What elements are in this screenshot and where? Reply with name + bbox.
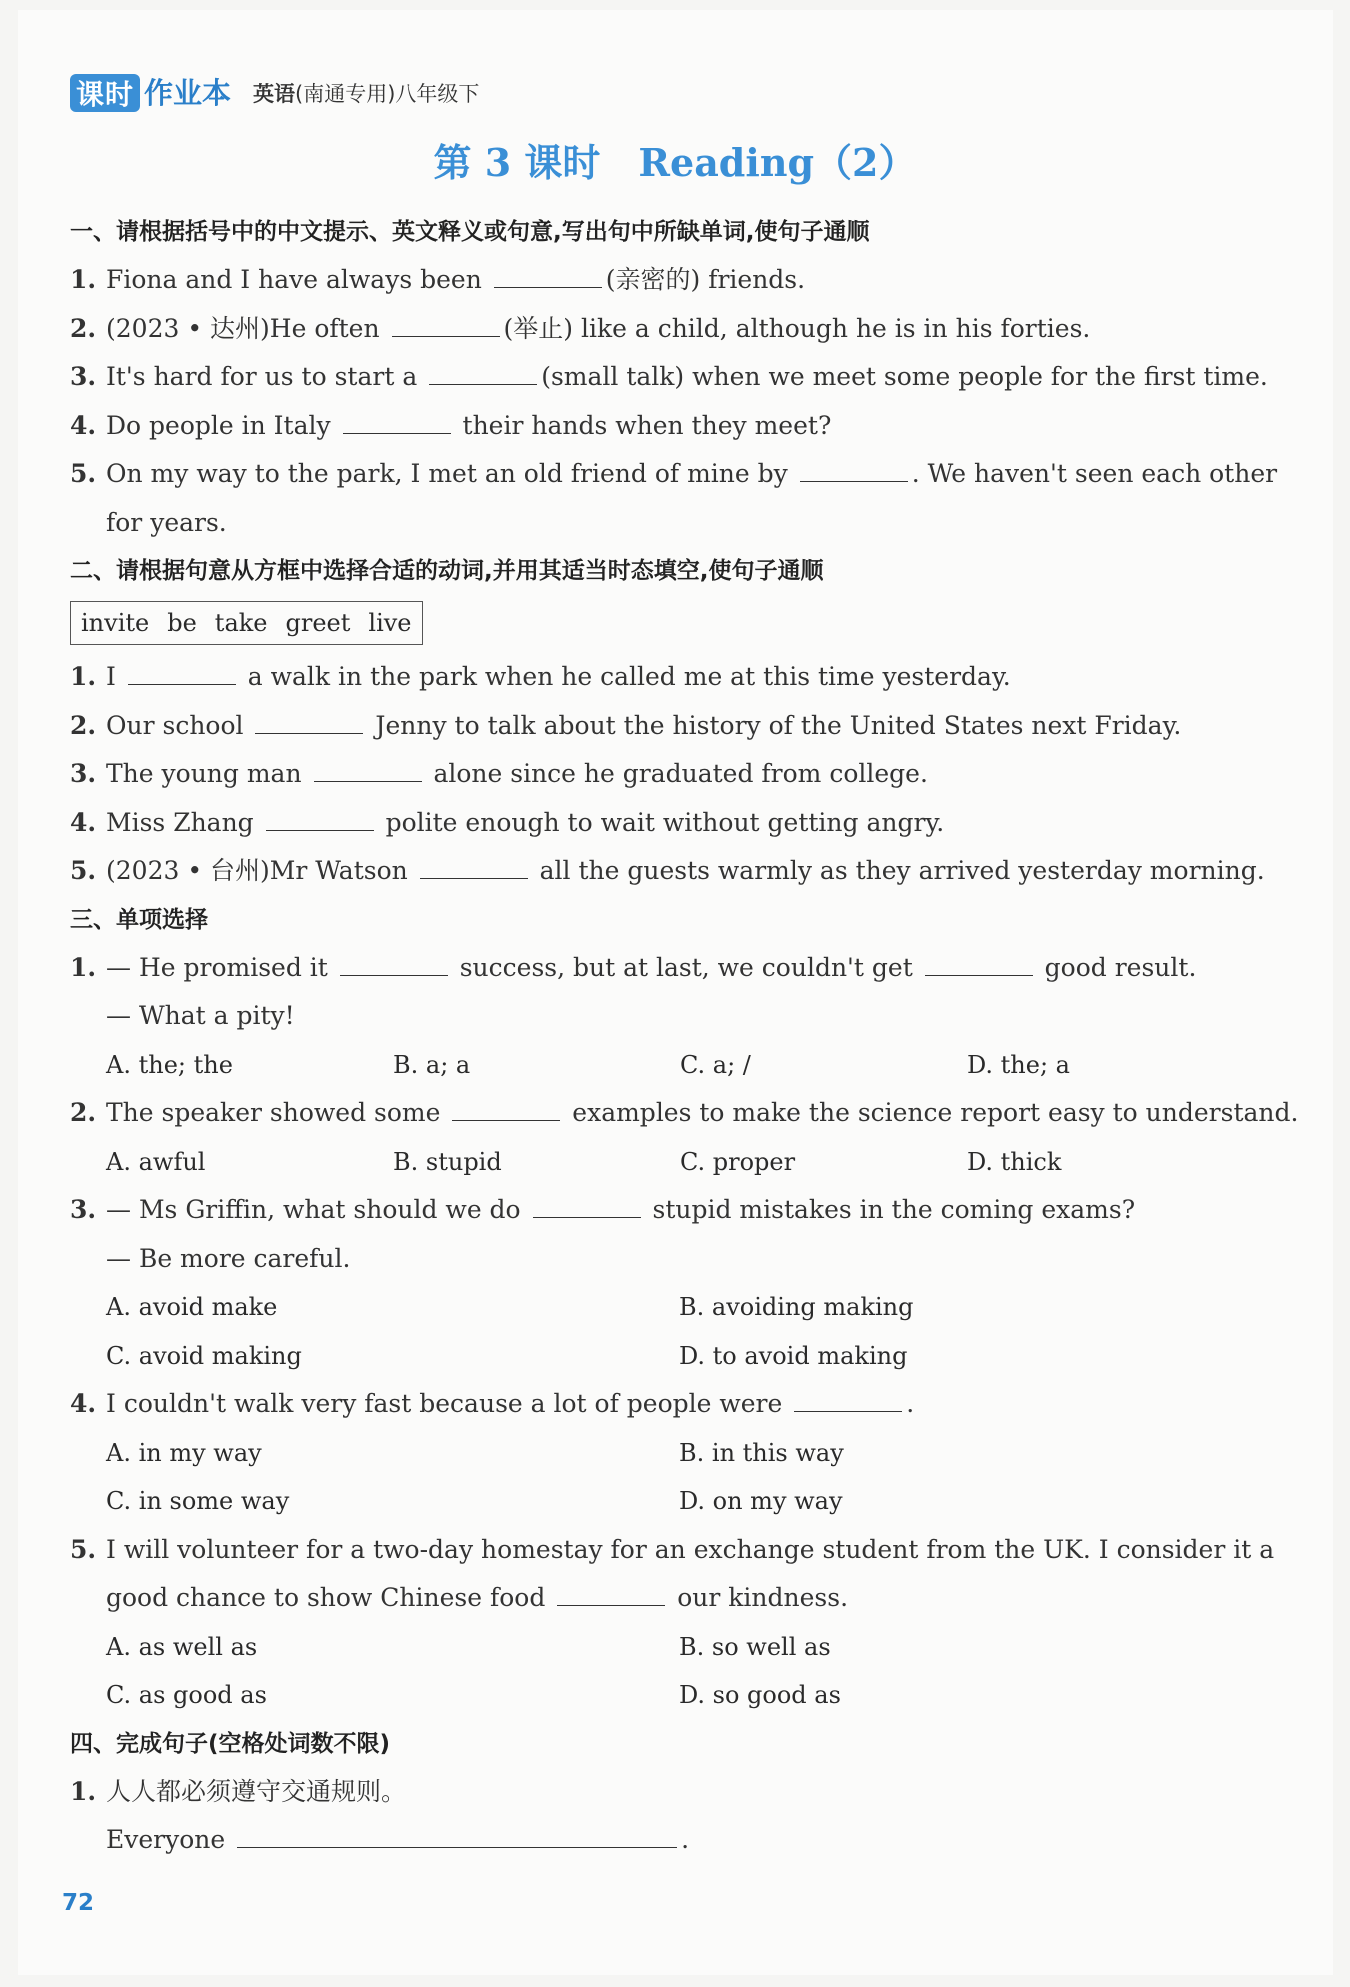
s1-item-4: 4. Do people in Italy their hands when they meet? [70,402,1270,451]
item-number: 1. [70,952,97,982]
item-number: 2. [70,710,97,740]
s2-item-1: 1. I a walk in the park when he called me at this time yesterday. [70,653,1270,702]
subject-label [253,76,479,112]
option-c[interactable]: C. a; / [680,1050,751,1079]
answer-blank[interactable] [340,949,448,976]
s3-q4-options-row2 [70,1477,1270,1526]
s3-q3: 3. — Ms Griffin, what should we do stupid mistakes in the coming exams? [70,1186,1270,1235]
answer-blank[interactable] [128,658,236,685]
s3-q5: 5. I will volunteer for a two-day homestay for an exchange student from the UK. I consider it a [70,1526,1270,1575]
answer-blank[interactable] [452,1094,560,1121]
option-a[interactable]: A. avoid make [106,1293,278,1321]
s3-q1-reply: — What a pity! [106,1001,295,1030]
item-number: 5. [70,459,97,488]
s3-q4-options-row1 [70,1429,1270,1478]
item-number: 3. [70,1195,97,1224]
s3-q5-options-row1 [70,1623,1270,1672]
word-bank-item: invite [81,609,150,637]
word-bank-item: live [368,609,412,637]
s1-item-3: 3. It's hard for us to start a (small talk) when we meet some people for the first time. [70,353,1270,402]
s3-q2: 2. The speaker showed some examples to make the science report easy to understand. [70,1089,1270,1138]
item-number: 4. [70,1389,97,1418]
subject-name: 英语 [253,82,296,106]
s3-q5-continued: good chance to show Chinese food our kindness. [70,1574,1270,1623]
item-number: 4. [70,410,97,440]
answer-blank[interactable] [392,310,500,337]
word-bank [70,601,423,645]
word-bank-item: be [167,609,197,637]
s3-q1: 1. — He promised it success, but at last, we couldn't get good result. [70,944,1270,993]
item-number: 1. [70,662,97,691]
s3-q1-options [70,1041,1270,1090]
s4-q1-answer-line: Everyone . [70,1816,1270,1865]
logo-badge: 课时 [70,74,140,112]
option-c[interactable]: C. proper [680,1147,796,1176]
answer-blank[interactable] [343,407,451,434]
s1-item-5-continued: for years. [106,507,227,537]
s3-q2-options [70,1138,1270,1187]
content [70,208,1299,1865]
item-number: 2. [70,1098,97,1127]
s3-q3-options-row2 [70,1332,1270,1381]
option-b[interactable]: B. a; a [393,1050,471,1079]
subject-detail: (南通专用)八年级下 [295,82,480,106]
item-number: 3. [70,362,97,391]
item-number: 1. [70,265,97,294]
option-b[interactable]: B. so well as [679,1632,831,1661]
item-number: 3. [70,759,97,788]
s1-item-5: 5. On my way to the park, I met an old friend of mine by . We haven't seen each other [70,450,1270,499]
option-c[interactable]: C. avoid making [106,1341,302,1370]
s2-item-4: 4. Miss Zhang polite enough to wait without getting angry. [70,799,1270,848]
option-b[interactable]: B. avoiding making [679,1293,914,1321]
s2-item-3: 3. The young man alone since he graduated from college. [70,750,1270,799]
option-b[interactable]: B. in this way [679,1438,844,1467]
option-a[interactable]: A. as well as [106,1632,258,1661]
s3-q5-options-row2 [70,1671,1270,1720]
s3-q3-reply: — Be more careful. [106,1243,351,1273]
answer-blank[interactable] [420,852,528,879]
s4-q1: 1. 人人都必须遵守交通规则。 [70,1768,1270,1817]
page-title: 第 3 课时 Reading（2） [433,140,917,185]
section3-heading: 三、单项选择 [70,906,208,933]
s2-item-5: 5. (2023 • 台州)Mr Watson all the guests warmly as they arrived yesterday morning. [70,847,1270,896]
answer-blank[interactable] [533,1191,641,1218]
item-number: 1. [70,1776,97,1806]
answer-blank[interactable] [255,707,363,734]
option-d[interactable]: D. on my way [679,1487,843,1515]
item-number: 5. [70,856,97,885]
section2-heading: 二、请根据句意从方框中选择合适的动词,并用其适当时态填空,使句子通顺 [70,558,824,584]
section1-heading: 一、请根据括号中的中文提示、英文释义或句意,写出句中所缺单词,使句子通顺 [70,219,870,245]
option-d[interactable]: D. so good as [679,1681,841,1709]
option-d[interactable]: D. to avoid making [679,1341,908,1370]
answer-blank[interactable] [557,1579,665,1606]
section4-heading: 四、完成句子(空格处词数不限) [70,1730,391,1757]
option-c[interactable]: C. as good as [106,1681,267,1709]
answer-blank[interactable] [494,261,602,288]
word-bank-item: greet [285,609,351,637]
logo-text: 作业本 [144,76,232,110]
answer-blank[interactable] [237,1821,677,1848]
answer-blank[interactable] [800,455,908,482]
answer-blank[interactable] [266,804,374,831]
word-bank-item: take [214,609,268,637]
option-b[interactable]: B. stupid [393,1147,502,1176]
answer-blank[interactable] [314,755,422,782]
s3-q4: 4. I couldn't walk very fast because a lot of people were . [70,1380,1270,1429]
option-a[interactable]: A. in my way [106,1438,262,1467]
page-number: 72 [62,1890,95,1916]
s3-q3-options-row1 [70,1283,1270,1332]
s2-item-2: 2. Our school Jenny to talk about the history of the United States next Friday. [70,702,1270,751]
option-d[interactable]: D. the; a [967,1050,1070,1079]
option-a[interactable]: A. the; the [106,1050,233,1079]
s1-item-1: 1. Fiona and I have always been (亲密的) friends. [70,256,1270,305]
answer-blank[interactable] [429,358,537,385]
option-a[interactable]: A. awful [106,1147,206,1176]
item-number: 5. [70,1534,97,1564]
answer-blank[interactable] [925,949,1033,976]
header [70,72,479,112]
s1-item-2: 2. (2023 • 达州)He often (举止) like a child, although he is in his forties. [70,305,1270,354]
item-number: 2. [70,313,97,343]
answer-blank[interactable] [794,1385,902,1412]
option-c[interactable]: C. in some way [106,1487,290,1515]
option-d[interactable]: D. thick [967,1147,1062,1176]
item-number: 4. [70,807,97,837]
